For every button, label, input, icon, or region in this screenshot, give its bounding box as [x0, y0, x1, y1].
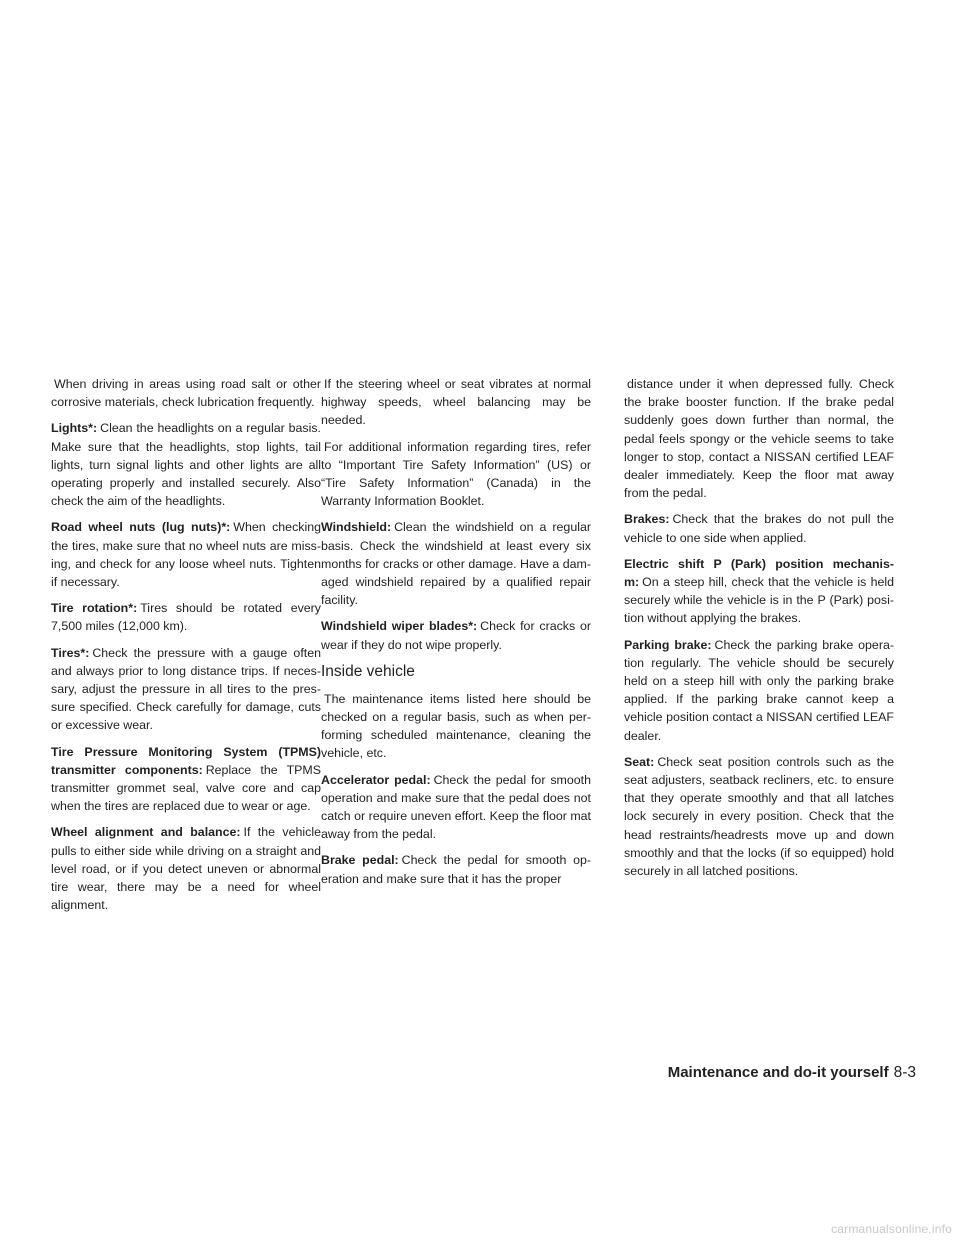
section-heading-inside-vehicle: Inside vehicle [321, 662, 415, 680]
paragraph-text: Check the pedal for smooth operation and make sure that it has the proper [321, 853, 592, 886]
paragraph-lights [51, 419, 321, 510]
paragraph-accelerator-pedal [321, 771, 591, 844]
paragraph-text: The maintenance items listed here should be checked on a regular basis, such as when performing scheduled maintenance, cleaning the vehicle, etc. [321, 691, 591, 761]
paragraph-term: Parking brake: [624, 637, 712, 652]
paragraph-windshield [321, 518, 591, 609]
paragraph-brakes [624, 510, 894, 546]
paragraph-wiper-blades [321, 617, 591, 653]
paragraph-term: Electric shift P (Park) position mechanism: [624, 556, 894, 590]
paragraph-term: Lights*: [51, 421, 98, 436]
paragraph-text: If the vehicle pulls to either side while driving on a straight and level road, or if you detect uneven or abnormal tire wear, there may be a need for wheel alignment. [51, 825, 321, 913]
paragraph-seat [624, 753, 894, 880]
watermark: carmanualsonline.info [831, 1222, 952, 1236]
paragraph-text: Check the pressure with a gauge often and always prior to long distance trips. If necessary, adjust the pressure in all tires to the pressure specified. Check carefully for damage, cuts or excessive wear. [51, 645, 321, 733]
paragraph-term: Wheel alignment and balance: [51, 825, 241, 840]
paragraph-term: Tires*: [51, 645, 90, 660]
paragraph-term: Road wheel nuts (lug nuts)*: [51, 520, 231, 535]
paragraph-road-salt [51, 375, 321, 411]
paragraph-steering-vibration [321, 375, 591, 430]
paragraph-term: Windshield wiper blades*: [321, 619, 478, 634]
paragraph-maintenance-items [321, 690, 591, 763]
paragraph-brake-pedal-continued [624, 375, 894, 502]
paragraph-term: Tire rotation*: [51, 601, 138, 616]
paragraph-text: distance under it when depressed fully. Check the brake booster function. If the brake pedal suddenly goes down further than normal, the pedal feels spongy or the vehicle seems to take longer to stop, contact a NISSAN certified LEAF dealer immediately. Keep the floor mat away from the pedal. [624, 377, 894, 501]
paragraph-parking-brake [624, 636, 894, 745]
paragraph-term: Brakes: [624, 512, 670, 527]
paragraph-text: For additional information regarding tires, refer to “Important Tire Safety Information” (US) or “Tire Safety Information” (Canada) in the Warranty Information Booklet. [321, 439, 591, 509]
paragraph-term: Accelerator pedal: [321, 772, 431, 787]
paragraph-term: Brake pedal: [321, 853, 399, 868]
text-column-2 [321, 375, 591, 896]
paragraph-wheel-alignment [51, 823, 321, 914]
paragraph-tpms [51, 743, 321, 816]
paragraph-text: Clean the windshield on a regular basis. Check the windshield at least every six months for cracks or other damage. Have a damaged windshield repaired by a qualified repair facility. [321, 520, 591, 608]
text-column-3 [624, 375, 894, 888]
paragraph-text: Clean the headlights on a regular basis. Make sure that the headlights, stop lights, tail lights, turn signal lights and other lights are all operating properly and installed securely. Also check the aim of the headlights. [51, 421, 321, 509]
paragraph-text: Check the parking brake operation regularly. The vehicle should be securely held on a steep hill with only the parking brake applied. If the parking brake cannot keep a vehicle position contact a NISSAN certified LEAF dealer. [624, 637, 894, 743]
paragraph-term: Windshield: [321, 520, 392, 535]
page-number: 8-3 [893, 1064, 916, 1081]
paragraph-text: If the steering wheel or seat vibrates at normal highway speeds, wheel balancing may be needed. [321, 377, 591, 428]
paragraph-tire-info [321, 438, 591, 511]
paragraph-tire-rotation [51, 599, 321, 635]
paragraph-text: On a steep hill, check that the vehicle is held securely while the vehicle is in the P (Park) position without applying the brakes. [624, 575, 894, 626]
paragraph-term: Tire Pressure Monitoring System (TPMS) transmitter components: [51, 744, 321, 777]
paragraph-text: When checking the tires, make sure that no wheel nuts are missing, and check for any loose wheel nuts. Tighten if necessary. [51, 520, 321, 590]
page-footer [668, 1064, 916, 1082]
paragraph-road-wheel-nuts [51, 518, 321, 591]
paragraph-electric-shift-park [624, 555, 894, 628]
paragraph-tires [51, 644, 321, 735]
text-column-1 [51, 375, 321, 922]
paragraph-text: Tires should be rotated every 7,500 miles (12,000 km). [51, 601, 321, 634]
paragraph-text: When driving in areas using road salt or other corrosive materials, check lubrication frequently. [51, 377, 321, 410]
paragraph-text: Check seat position controls such as the seat adjusters, seatback recliners, etc. to ensure that they operate smoothly and that all latches lock securely in every position. Check that the head restraints/headrests move up and down smoothly and that the locks (if so equipped) hold securely in all latched positions. [624, 754, 894, 879]
paragraph-brake-pedal [321, 851, 591, 887]
paragraph-text: Check the pedal for smooth operation and make sure that the pedal does not catch or require uneven effort. Keep the floor mat away from the pedal. [321, 772, 591, 842]
paragraph-term: Seat: [624, 754, 655, 769]
paragraph-text: Check for cracks or wear if they do not wipe properly. [321, 619, 592, 652]
paragraph-text: Check that the brakes do not pull the vehicle to one side when applied. [624, 512, 894, 545]
footer-section-title: Maintenance and do-it yourself [667, 1064, 889, 1081]
paragraph-text: Replace the TPMS transmitter grommet seal, valve core and cap when the tires are replaced due to wear or age. [51, 762, 322, 814]
